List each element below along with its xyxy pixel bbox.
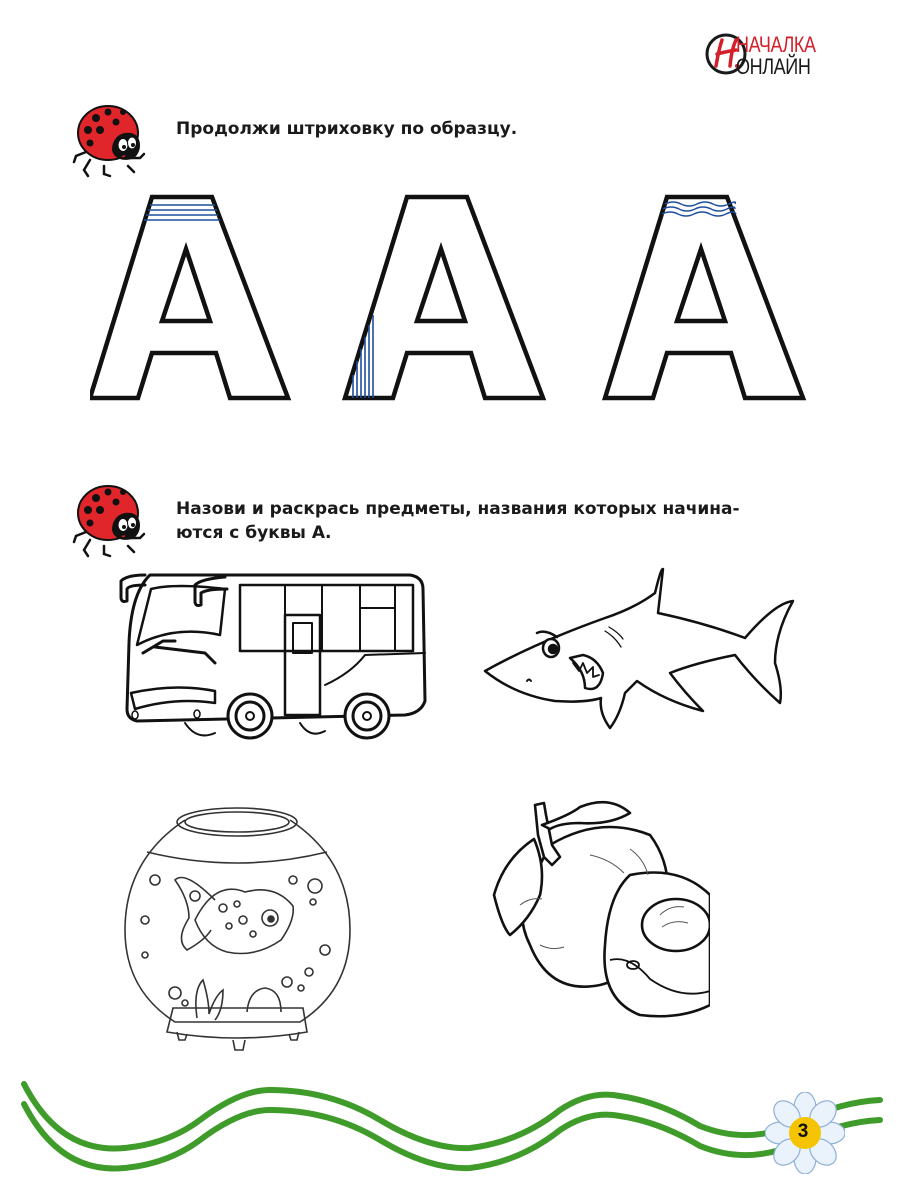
letter-a-1 [90,197,288,398]
letter-a-3 [605,197,803,398]
picture-shark[interactable] [475,563,805,743]
ladybug-icon [68,100,158,180]
letter-a-2 [345,197,543,398]
picture-aquarium[interactable] [115,800,360,1055]
brand-line-2: ОНЛАЙН [736,54,811,79]
bus-icon [115,563,435,748]
page-number: 3 [797,1121,809,1142]
brand-line-1: НАЧАЛКА [736,32,816,57]
brand-name [736,34,816,78]
task-2-line-1: Назови и раскрась предметы, названия которых начина- [176,499,740,519]
picture-bus[interactable] [115,563,435,748]
task-1-instruction: Продолжи штриховку по образцу. [176,119,518,139]
aquarium-icon [115,800,360,1055]
apricot-icon [480,795,710,1035]
hatching-letters [90,185,830,405]
ladybug-icon [68,480,158,560]
task-2-line-2: ются с буквы А. [176,523,332,543]
shark-icon [475,563,805,743]
task-2-instruction [176,497,816,545]
picture-apricot[interactable] [480,795,710,1035]
